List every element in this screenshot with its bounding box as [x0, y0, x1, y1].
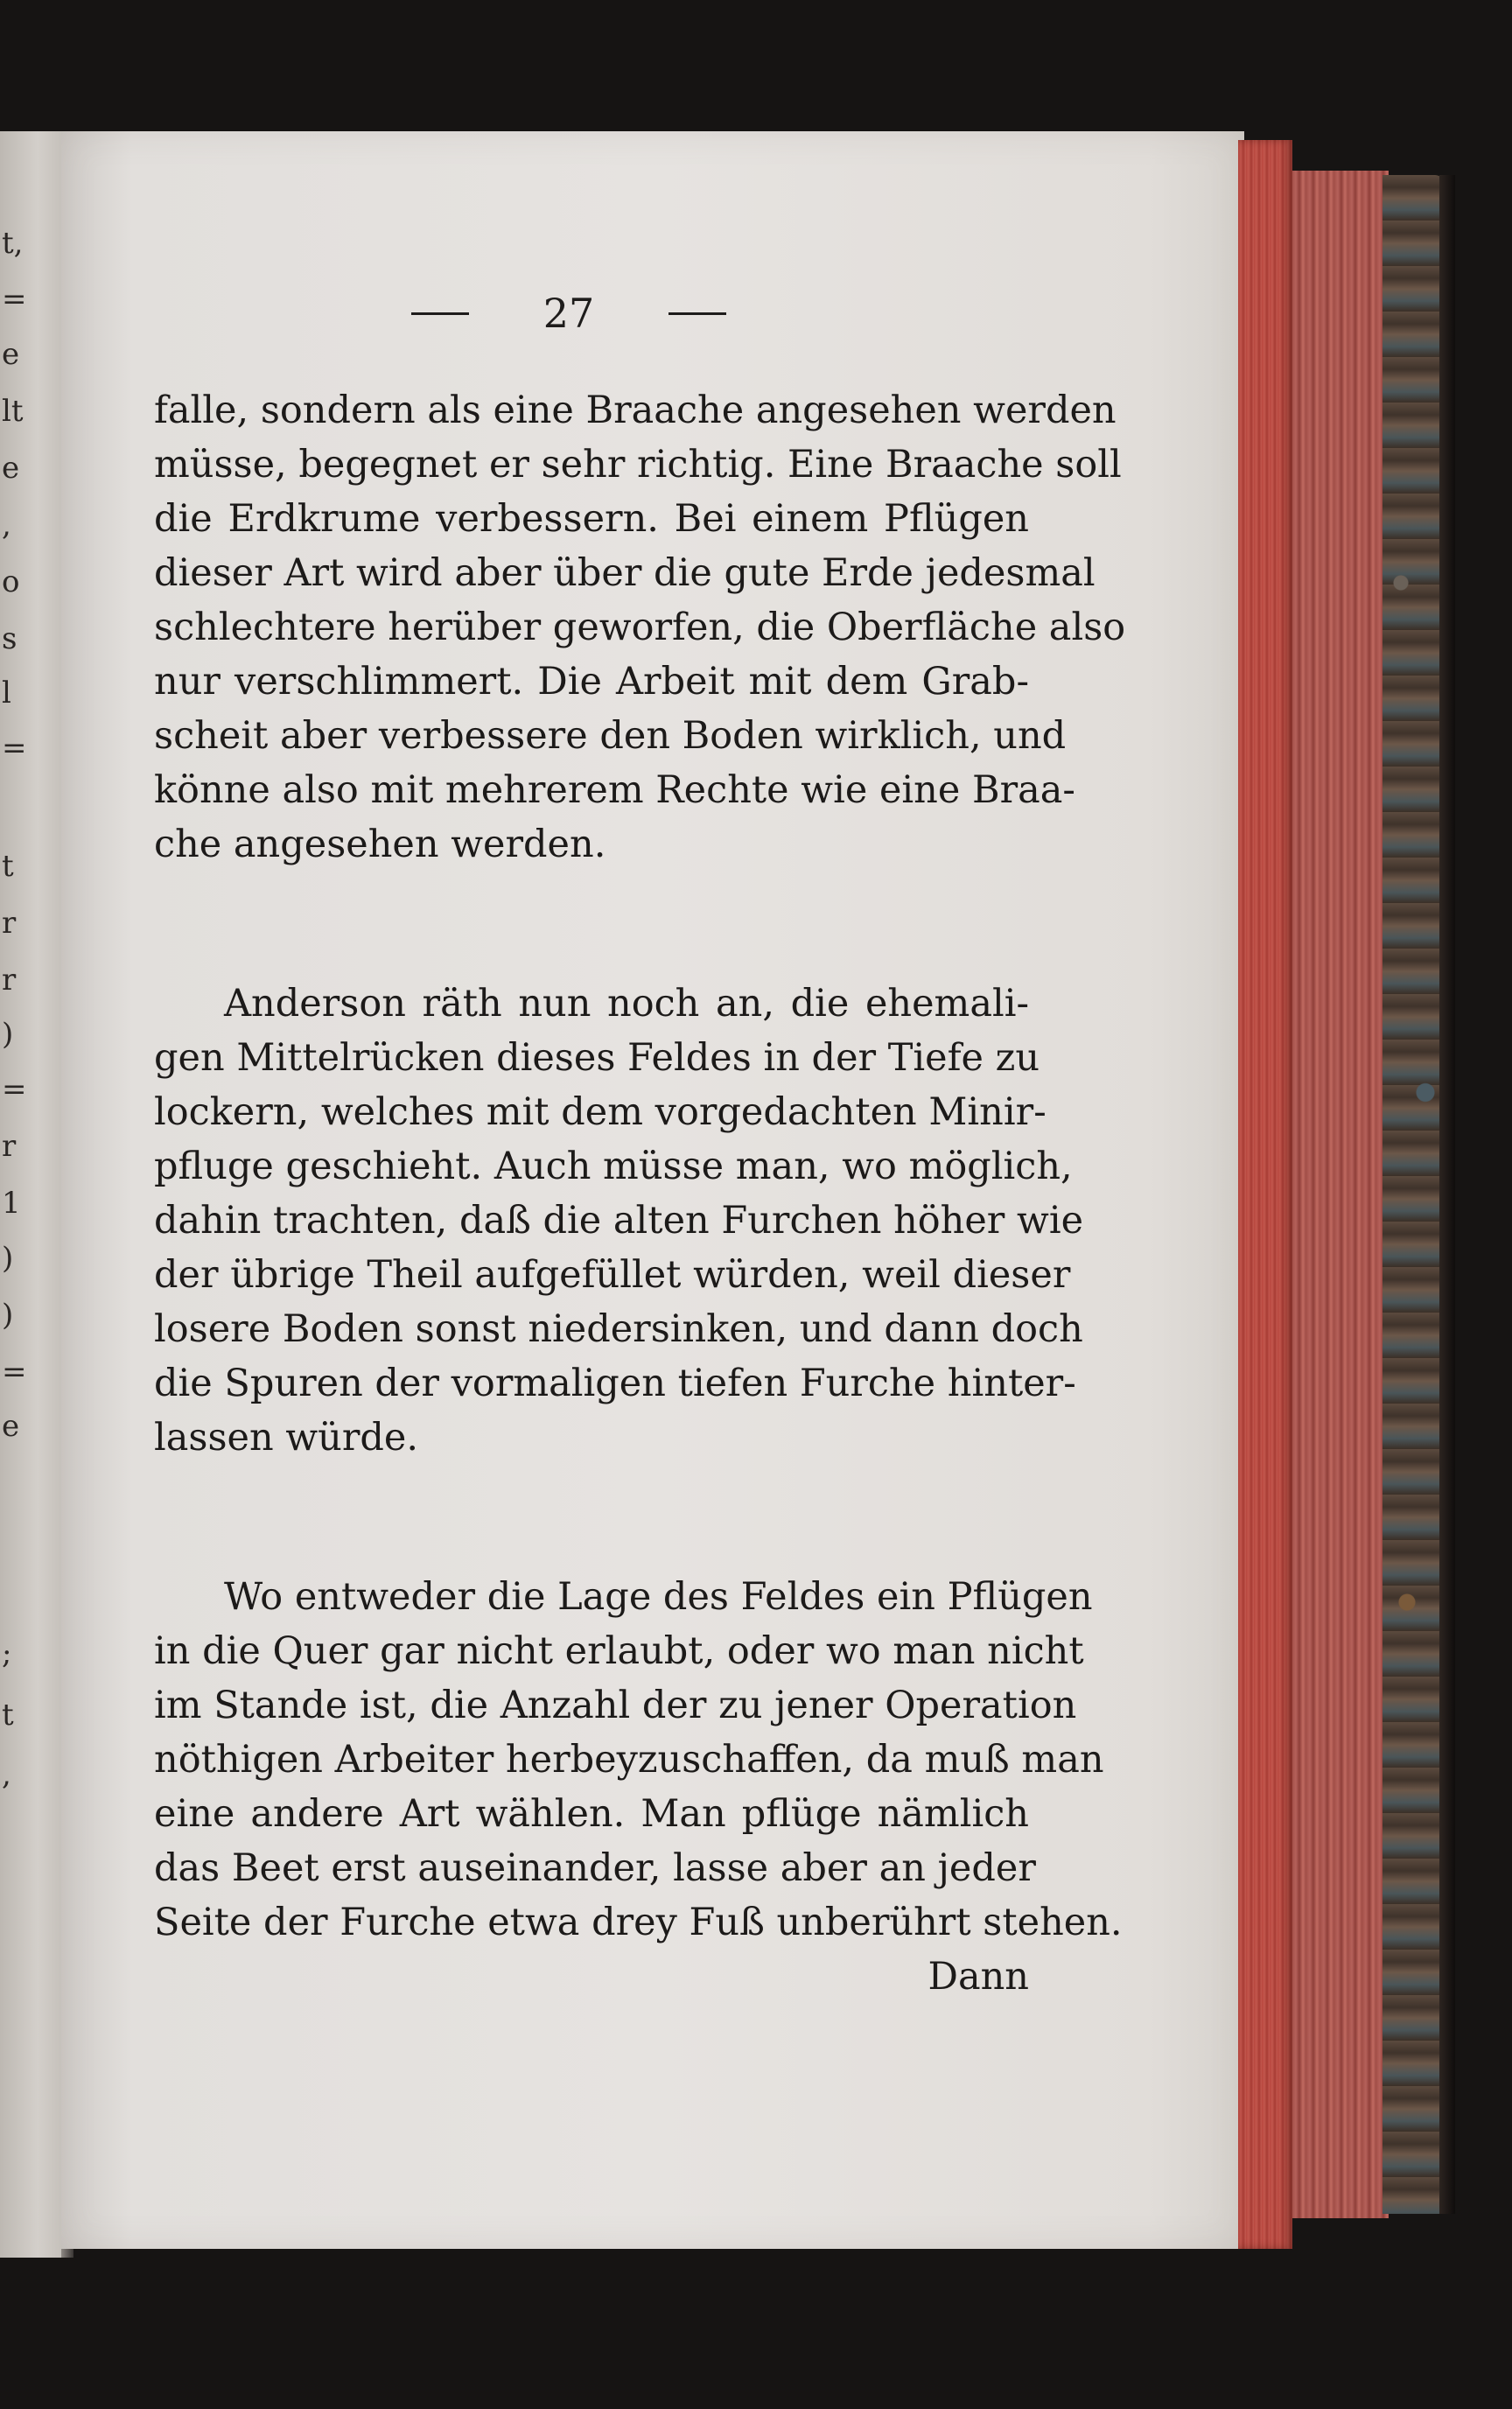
- text-line: müsse, begegnet er sehr richtig. Eine Braache soll: [154, 443, 1122, 487]
- text-line: che angesehen werden.: [154, 823, 606, 866]
- left-fragment: r: [2, 963, 17, 998]
- catchword-row: [154, 1950, 1029, 2004]
- left-fragment: =: [2, 1355, 27, 1390]
- left-fragment: t: [2, 1698, 14, 1733]
- left-page-text-fragments: [2, 131, 54, 2258]
- text-line: im Stande ist, die Anzahl der zu jener Operation: [154, 1684, 1077, 1727]
- page-number: 27: [542, 290, 595, 337]
- left-fragment: =: [2, 731, 27, 766]
- text-line: Seite der Furche etwa drey Fuß unberührt stehen.: [154, 1901, 1123, 1944]
- marbled-cover: [1382, 175, 1444, 2214]
- left-fragment: e: [2, 451, 20, 486]
- text-line: falle, sondern als eine Braache angesehen werden: [154, 389, 1116, 432]
- left-fragment: 1: [2, 1186, 21, 1221]
- left-fragment: o: [2, 564, 20, 599]
- text-line: gen Mittelrücken dieses Feldes in der Tiefe zu: [154, 1036, 1040, 1080]
- page-edges-red: [1238, 140, 1292, 2249]
- left-fragment: r: [2, 1129, 17, 1164]
- left-fragment: e: [2, 337, 20, 372]
- paragraph-3: [154, 1570, 1123, 1950]
- left-fragment: =: [2, 1072, 27, 1107]
- left-page-edge: [0, 131, 68, 2258]
- text-line: pfluge geschieht. Auch müsse man, wo möglich,: [154, 1145, 1073, 1188]
- text-line: das Beet erst auseinander, lasse aber an jeder: [154, 1846, 1036, 1890]
- left-fragment: t: [2, 849, 14, 884]
- left-fragment: ): [2, 1298, 14, 1333]
- text-line: dieser Art wird aber über die gute Erde jedesmal: [154, 551, 1096, 595]
- left-fragment: s: [2, 621, 18, 656]
- paragraph-2: [154, 977, 1084, 1465]
- cover-edge: [1439, 175, 1455, 2214]
- text-line: der übrige Theil aufgefüllet würden, weil dieser: [154, 1253, 1071, 1297]
- left-fragment: l: [2, 676, 11, 711]
- header-dash-left: [411, 312, 469, 315]
- text-line: scheit aber verbessere den Boden wirklich, und: [154, 714, 1067, 758]
- text-line: lassen würde.: [154, 1416, 419, 1460]
- left-fragment: t,: [2, 226, 24, 261]
- text-line: nur verschlimmert. Die Arbeit mit dem Grab-: [154, 660, 1029, 704]
- left-fragment: e: [2, 1409, 20, 1444]
- text-line: schlechtere herüber geworfen, die Oberfläche also: [154, 606, 1126, 649]
- text-line: lockern, welches mit dem vorgedachten Minir-: [154, 1090, 1046, 1134]
- left-fragment: r: [2, 906, 17, 941]
- page-header: [411, 287, 726, 340]
- left-fragment: =: [2, 282, 27, 317]
- text-line: losere Boden sonst niedersinken, und dann doch: [154, 1307, 1083, 1351]
- left-fragment: lt: [2, 394, 24, 429]
- paragraph-1: [154, 383, 1126, 872]
- text-line: dahin trachten, daß die alten Furchen höher wie: [154, 1199, 1084, 1243]
- left-fragment: ): [2, 1017, 14, 1052]
- header-dash-right: [668, 312, 726, 315]
- text-line: Anderson räth nun noch an, die ehemali-: [224, 982, 1029, 1026]
- text-line: nöthigen Arbeiter herbeyzuschaffen, da muß man: [154, 1738, 1104, 1782]
- page-body: [154, 383, 1126, 2004]
- text-line: eine andere Art wählen. Man pflüge nämlich: [154, 1792, 1029, 1836]
- catchword: Dann: [928, 1955, 1029, 1999]
- left-fragment: ,: [2, 1757, 11, 1792]
- text-line: Wo entweder die Lage des Feldes ein Pflügen: [224, 1575, 1093, 1619]
- text-line: könne also mit mehrerem Rechte wie eine Braa-: [154, 768, 1075, 812]
- text-line: die Spuren der vormaligen tiefen Furche hinter-: [154, 1362, 1076, 1405]
- left-fragment: ;: [2, 1636, 12, 1671]
- left-fragment: ,: [2, 508, 11, 543]
- page-edges-stack: [1292, 171, 1389, 2218]
- text-line: die Erdkrume verbessern. Bei einem Pflügen: [154, 497, 1029, 541]
- left-fragment: ): [2, 1241, 14, 1276]
- text-line: in die Quer gar nicht erlaubt, oder wo man nicht: [154, 1629, 1084, 1673]
